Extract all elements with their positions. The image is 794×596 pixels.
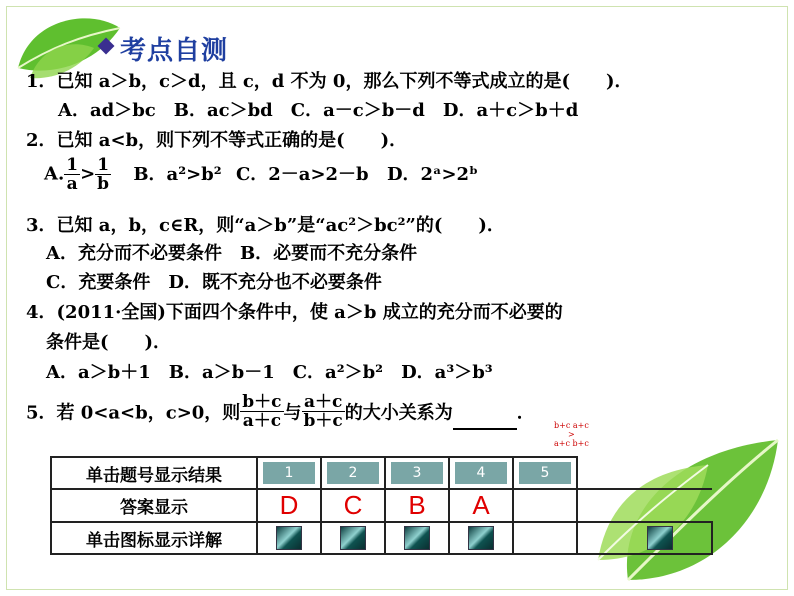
answer-blank[interactable]: [453, 412, 517, 430]
question-3: 3．已知 a，b，c∈R，则“a＞b”是“ac²＞bc²”的( )．: [26, 215, 505, 236]
detail-cell-5: [513, 522, 577, 554]
mini-answer-hint: [554, 421, 589, 448]
fraction-a-plus-c-over-b-plus-c: $\frac{a+c}{b+c}$: [303, 392, 343, 431]
mini-answer-line-1: b+c a+c: [554, 421, 589, 430]
empty-cell: [577, 489, 712, 522]
answer-cell-1: D: [257, 489, 321, 522]
detail-cell-3[interactable]: [385, 522, 449, 554]
fraction-b-plus-c-over-a-plus-c: $\frac{b+c}{a+c}$: [242, 392, 282, 431]
question-5: [26, 393, 535, 430]
option-b: B．a²>b²: [133, 163, 222, 185]
question-3-options-line-1: A．充分而不必要条件 B．必要而不充分条件: [46, 243, 418, 264]
row-label-answers: 答案显示: [51, 489, 257, 522]
question-number-1-button[interactable]: 1: [257, 457, 321, 489]
row-label-click-icon: 单击图标显示详解: [51, 522, 257, 554]
answer-cell-2: C: [321, 489, 385, 522]
question-number-2-button[interactable]: 2: [321, 457, 385, 489]
question-5-end: ．: [516, 402, 535, 424]
question-number-4-button[interactable]: 4: [449, 457, 513, 489]
option-a-label: A.: [44, 163, 65, 185]
question-number-3-button[interactable]: 3: [385, 457, 449, 489]
table-row: [51, 489, 712, 522]
option-c: C．2－a>2－b: [235, 163, 369, 185]
detail-cell-2[interactable]: [321, 522, 385, 554]
detail-cell-4[interactable]: [449, 522, 513, 554]
row-label-click-number: 单击题号显示结果: [51, 457, 257, 489]
question-3-options-line-2: C．充要条件 D．既不充分也不必要条件: [46, 272, 382, 293]
question-4-options: A．a＞b＋1 B．a＞b－1 C．a²＞b² D．a³＞b³: [46, 362, 493, 383]
mini-answer-line-2: a+c b+c: [554, 439, 589, 448]
question-1-options: A．ad＞bc B．ac＞bd C．a－c＞b－d D．a＋c＞b＋d: [58, 100, 579, 121]
empty-cell: [577, 457, 712, 489]
answer-cell-4: A: [449, 489, 513, 522]
question-5-suffix: 的大小关系为: [344, 402, 453, 424]
detail-cell-1[interactable]: [257, 522, 321, 554]
detail-icon[interactable]: [647, 526, 673, 550]
option-d: D．2ᵃ>2ᵇ: [386, 163, 479, 185]
option-a-relation: >: [80, 163, 96, 185]
question-1: 1．已知 a＞b，c＞d，且 c，d 不为 0，那么下列不等式成立的是( )．: [26, 71, 633, 92]
answer-cell-5: [513, 489, 577, 522]
question-4: 4．(2011·全国)下面四个条件中，使 a＞b 成立的充分而不必要的: [26, 302, 563, 323]
question-2-options: [44, 156, 478, 193]
detail-icon[interactable]: [404, 526, 430, 550]
detail-icon[interactable]: [276, 526, 302, 550]
question-4-continued: 条件是( )．: [46, 332, 172, 353]
question-5-mid: 与: [283, 402, 302, 424]
fraction-1-over-a: $\frac{1}{a}$: [66, 155, 79, 194]
detail-icon[interactable]: [468, 526, 494, 550]
section-title: 考点自测: [120, 36, 229, 66]
detail-icon[interactable]: [340, 526, 366, 550]
question-number-5-button[interactable]: 5: [513, 457, 577, 489]
detail-cell-extra[interactable]: [577, 522, 712, 554]
answer-table: [50, 456, 713, 555]
answer-cell-3: B: [385, 489, 449, 522]
table-row: [51, 522, 712, 554]
table-row: [51, 457, 712, 489]
mini-answer-relation: >: [568, 430, 575, 439]
question-5-prefix: 5．若 0<a<b，c>0，则: [26, 402, 241, 424]
question-2: 2．已知 a<b，则下列不等式正确的是( )．: [26, 130, 408, 151]
fraction-1-over-b: $\frac{1}{b}$: [97, 155, 110, 194]
